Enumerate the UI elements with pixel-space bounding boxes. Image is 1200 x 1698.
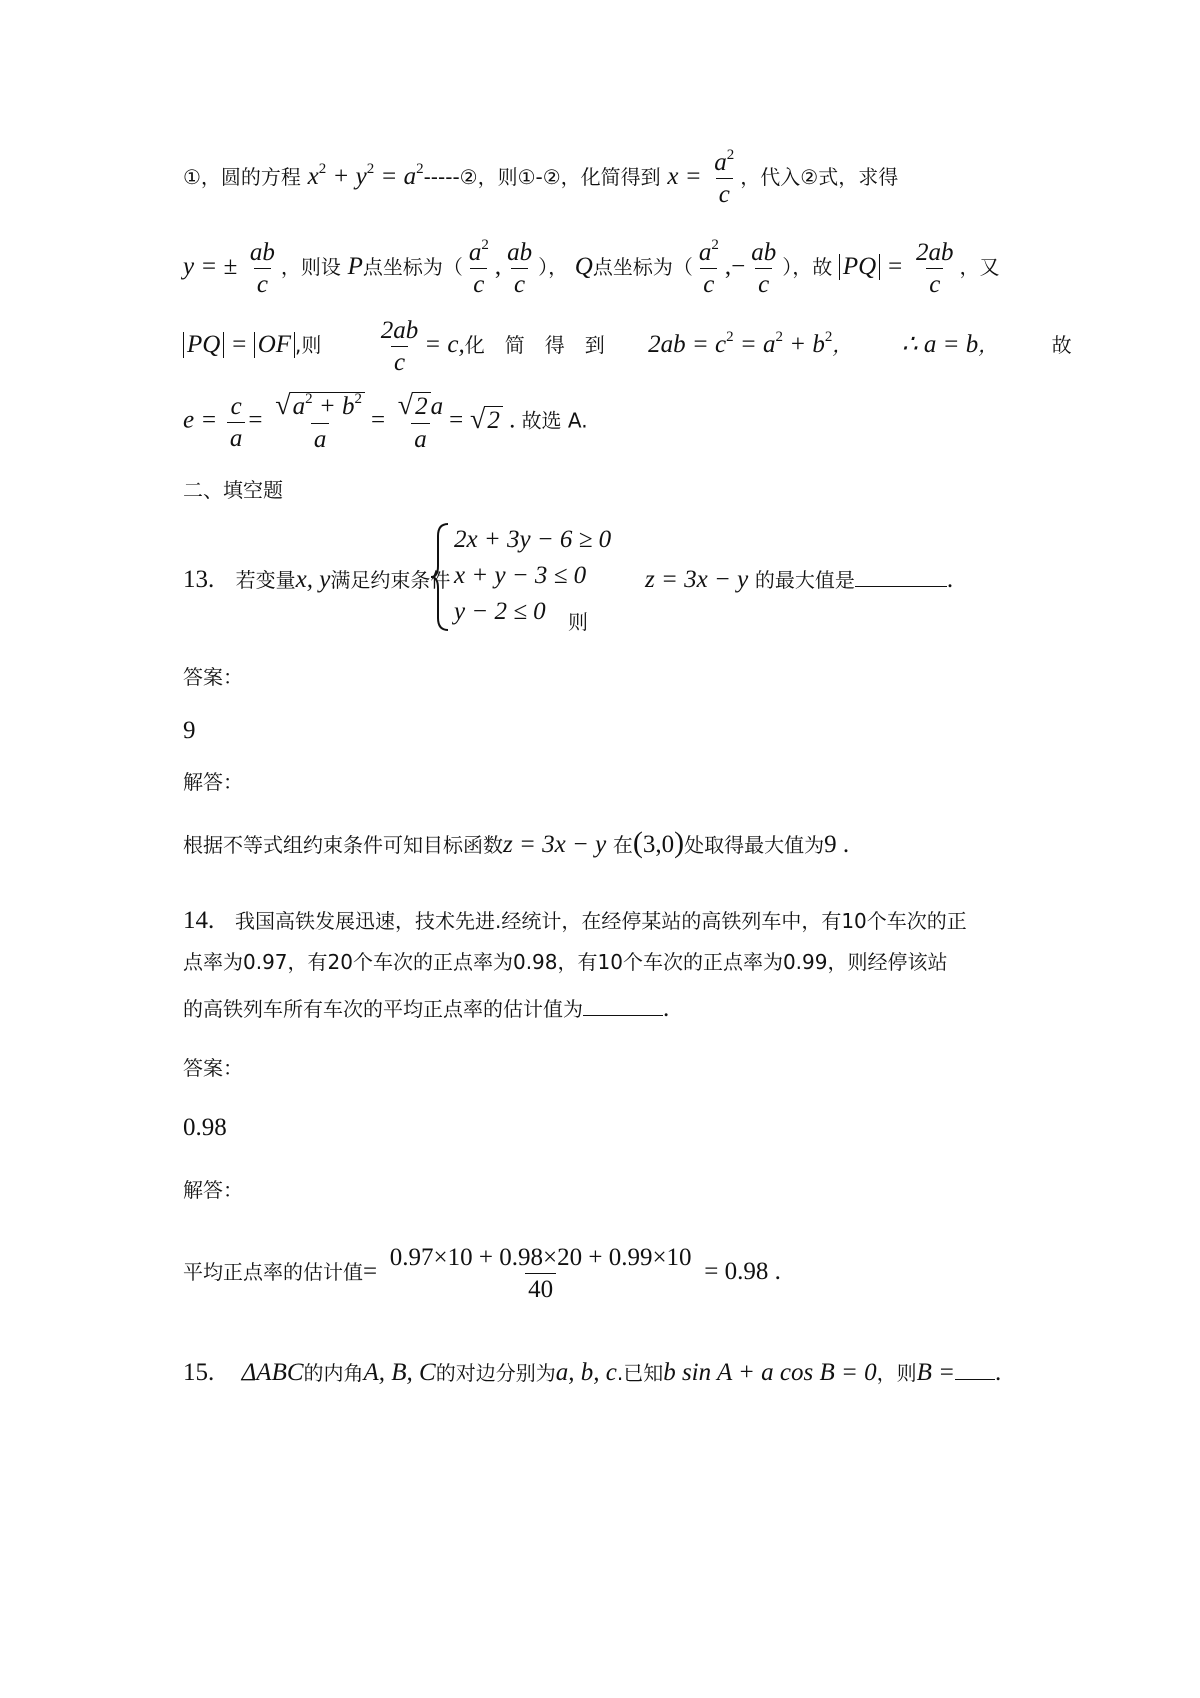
question-15: 15. ΔABC的内角A, B, C的对边分别为a, b, c.已知b sin A + a cos B = 0，则B = . bbox=[183, 1359, 1002, 1386]
fraction-sqrt2a-over-a: √ 2 a a bbox=[397, 390, 444, 453]
text: 我国高铁发展迅速，技术先进.经统计，在经停某站的高铁列车中，有10个车次的正 bbox=[234, 909, 967, 933]
triangle: ΔABC bbox=[241, 1359, 304, 1386]
pq-eq-of: PQ = OF bbox=[183, 331, 295, 358]
pq-length: PQ = bbox=[839, 253, 903, 280]
question-13-tail: z = 3x − y 的最大值是 . bbox=[645, 566, 954, 593]
fraction: $\frac{a^2}{c}$ bbox=[698, 237, 719, 298]
text: ,则 bbox=[295, 333, 322, 357]
x-result: x = bbox=[667, 163, 702, 190]
solution-13: 根据不等式组约束条件可知目标函数z = 3x − y 在(3,0)处取得最大值为9 . bbox=[183, 826, 850, 859]
simplified-equation: $2ab = c^2 = a^2 + b^2$， bbox=[648, 329, 853, 358]
sqrt-2: √ 2 bbox=[470, 406, 503, 434]
point-p: P bbox=[347, 253, 363, 280]
result: = 0.98 . bbox=[704, 1258, 781, 1285]
text: -----②，则①-②，化简得到 bbox=[423, 165, 661, 189]
text: 的最大值是 bbox=[754, 568, 855, 592]
question-number: 14. bbox=[183, 907, 215, 934]
solution-line-4: e = $\frac{c}{a}$ = √ $a^2 + b^2$ a = √ 2 a a = √ 2 . 故选 A. bbox=[183, 390, 588, 453]
text: 点坐标为（ bbox=[362, 255, 463, 279]
circle-equation: $x^2 + y^2 = a^2$ bbox=[307, 161, 424, 190]
fraction-2ab-over-c: $\frac{2ab}{c}$ bbox=[380, 317, 419, 376]
numerator: 0.97×10 + 0.98×20 + 0.99×10 bbox=[389, 1244, 692, 1271]
fraction-c-over-a: $\frac{c}{a}$ bbox=[227, 394, 246, 451]
text: 化 简 得 到 bbox=[464, 333, 605, 357]
text: 若变量 bbox=[235, 568, 296, 592]
answer-blank bbox=[583, 1015, 663, 1016]
solution-line-3: PQ = OF ,则 $\frac{2ab}{c}$ = c,化 简 得 到 $2ab = c^2 = a^2 + b^2$， ∴ a = b， 故 bbox=[183, 318, 1072, 375]
text: 满足约束条件 bbox=[330, 568, 451, 592]
answer-value: 0.98 bbox=[183, 1114, 227, 1141]
text: ①，圆的方程 bbox=[183, 165, 301, 189]
text: ）， bbox=[538, 255, 569, 279]
objective-function: z = 3x − y bbox=[645, 566, 749, 593]
fraction-2ab-over-c: $\frac{2ab}{c}$ bbox=[916, 239, 954, 298]
text: 点坐标为（ bbox=[592, 255, 693, 279]
section-heading: 二、填空题 bbox=[183, 478, 283, 502]
solution-label: 解答： bbox=[183, 770, 243, 794]
answer-blank bbox=[855, 586, 947, 587]
text: ），故 bbox=[782, 255, 833, 279]
text: 故选 A. bbox=[521, 408, 588, 433]
question-number: 15. bbox=[183, 1359, 215, 1386]
text: 故 bbox=[1051, 333, 1072, 357]
text: .已知 bbox=[616, 1361, 664, 1385]
a-equals-b: ∴ a = b， bbox=[901, 331, 999, 358]
question-14-line-3: 的高铁列车所有车次的平均正点率的估计值为 . bbox=[183, 995, 670, 1022]
fraction-sqrt-a2b2-over-a: √ $a^2 + b^2$ a bbox=[272, 392, 368, 452]
text: ，则设 bbox=[280, 255, 341, 279]
fraction-a2-over-c: $\frac{a^2}{c}$ bbox=[714, 147, 735, 208]
question-14-line-2: 点率为0.97，有20个车次的正点率为0.98，有10个车次的正点率为0.99，则经停该站 bbox=[183, 950, 948, 974]
constraint-1: 2x + 3y − 6 ≥ 0 bbox=[454, 526, 612, 553]
question-14-line-1 bbox=[183, 908, 967, 933]
text: 则 bbox=[568, 610, 588, 634]
solution-14: 平均正点率的估计值= $\frac{0.97\times 10 + 0.98\times 20 + 0.99\times 10}{40}$ = 0.98 . bbox=[183, 1244, 781, 1303]
text: ，则 bbox=[876, 1361, 917, 1385]
text: 的高铁列车所有车次的平均正点率的估计值为 bbox=[183, 997, 583, 1021]
fraction: $\frac{a^2}{c}$ bbox=[468, 237, 489, 298]
answer-label: 答案： bbox=[183, 1056, 243, 1080]
answer-value: 9 bbox=[183, 717, 196, 744]
brace-icon bbox=[430, 522, 452, 632]
constraint-3: y − 2 ≤ 0 bbox=[454, 598, 546, 625]
solution-line-2: y = ± $\frac{ab}{c}$ ，则设 P点坐标为（ $\frac{a^2}{c}$ , $\frac{ab}{c}$ ）， Q点坐标为（ $\frac{a^2}{c}$ ,− $\frac{ab}{c}$ ），故 PQ = $\frac{2ab}{c}$ ，又 bbox=[183, 237, 1000, 298]
solution-label: 解答： bbox=[183, 1178, 243, 1202]
text: 的对边分别为 bbox=[435, 1361, 556, 1385]
fraction: $\frac{ab}{c}$ bbox=[507, 239, 533, 298]
text: ，又 bbox=[959, 255, 1000, 279]
question-number: 13. bbox=[183, 566, 215, 593]
text: 根据不等式组约束条件可知目标函数 bbox=[183, 833, 503, 857]
average-fraction bbox=[387, 1245, 695, 1302]
answer-label: 答案： bbox=[183, 665, 243, 689]
text: ，代入②式，求得 bbox=[740, 165, 899, 189]
fraction-ab-over-c: $\frac{ab}{c}$ bbox=[249, 239, 275, 298]
question-13: 13. 若变量x, y满足约束条件 bbox=[183, 566, 451, 593]
text: 的内角 bbox=[303, 1361, 364, 1385]
eccentricity: e = bbox=[183, 406, 218, 434]
text: 平均正点率的估计值 bbox=[183, 1260, 363, 1284]
text: 处取得最大值为 bbox=[684, 833, 825, 857]
text: 在 bbox=[612, 833, 633, 857]
y-result: y = ± bbox=[183, 253, 238, 280]
constraint-2: x + y − 3 ≤ 0 bbox=[454, 562, 587, 589]
denominator: 40 bbox=[525, 1273, 556, 1302]
point-q: Q bbox=[574, 253, 593, 280]
answer-blank bbox=[955, 1379, 995, 1380]
fraction: $\frac{ab}{c}$ bbox=[751, 239, 777, 298]
solution-line-1 bbox=[183, 147, 899, 208]
